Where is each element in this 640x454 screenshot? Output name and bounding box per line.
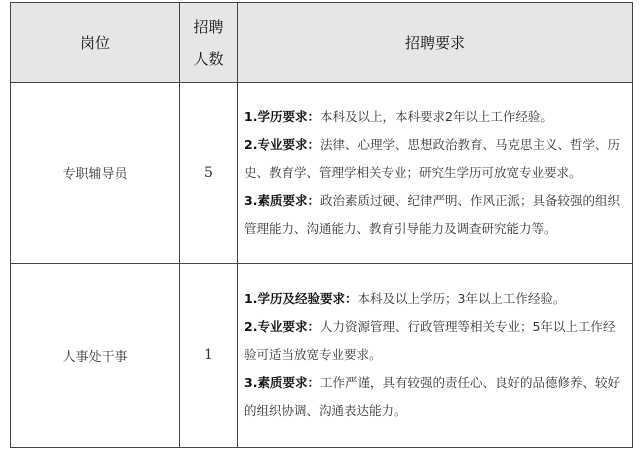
requirement-key: 2.专业要求： [244,136,320,152]
header-count-line2: 人数 [193,49,224,68]
recruitment-table [10,2,633,448]
requirement-text: 本科及以上学历；3年以上工作经验。 [357,291,566,307]
requirement-item [244,313,622,369]
requirement-item [244,103,622,131]
requirement-text: 政治素质过硬、纪律严明、作风正派；具备较强的组织管理能力、沟通能力、教育引导能力及调查研究能力等。 [244,192,620,236]
requirement-key: 1.学历及经验要求： [244,291,358,307]
requirements-cell [238,83,633,263]
requirement-item [244,285,622,313]
requirement-item [244,369,622,425]
count-cell: 1 [180,263,238,447]
requirement-text: 人力资源管理、行政管理等相关专业；5年以上工作经验可适当放宽专业要求。 [244,319,616,363]
count-cell: 5 [180,83,238,263]
requirement-text: 法律、心理学、思想政治教育、马克思主义、哲学、历史、教育学、管理学相关专业；研究生学历可放宽专业要求。 [244,136,620,180]
requirement-key: 1.学历要求： [244,108,320,124]
table-row [11,83,633,263]
requirements-cell [238,263,633,447]
requirement-item [244,131,622,187]
table-row [11,263,633,447]
requirement-key: 3.素质要求： [244,192,320,208]
header-position: 岗位 [11,3,180,83]
requirement-key: 2.专业要求： [244,319,320,335]
position-cell: 人事处干事 [11,263,180,447]
requirement-item [244,187,622,243]
header-requirements: 招聘要求 [238,3,633,83]
requirement-text: 工作严谨，具有较强的责任心、良好的品德修养、较好的组织协调、沟通表达能力。 [244,375,620,419]
requirement-text: 本科及以上，本科要求2年以上工作经验。 [319,108,553,124]
header-count-line1: 招聘 [193,17,224,36]
requirement-key: 3.素质要求： [244,375,320,391]
table-header-row [11,3,633,83]
position-cell: 专职辅导员 [11,83,180,263]
header-count [180,3,238,83]
